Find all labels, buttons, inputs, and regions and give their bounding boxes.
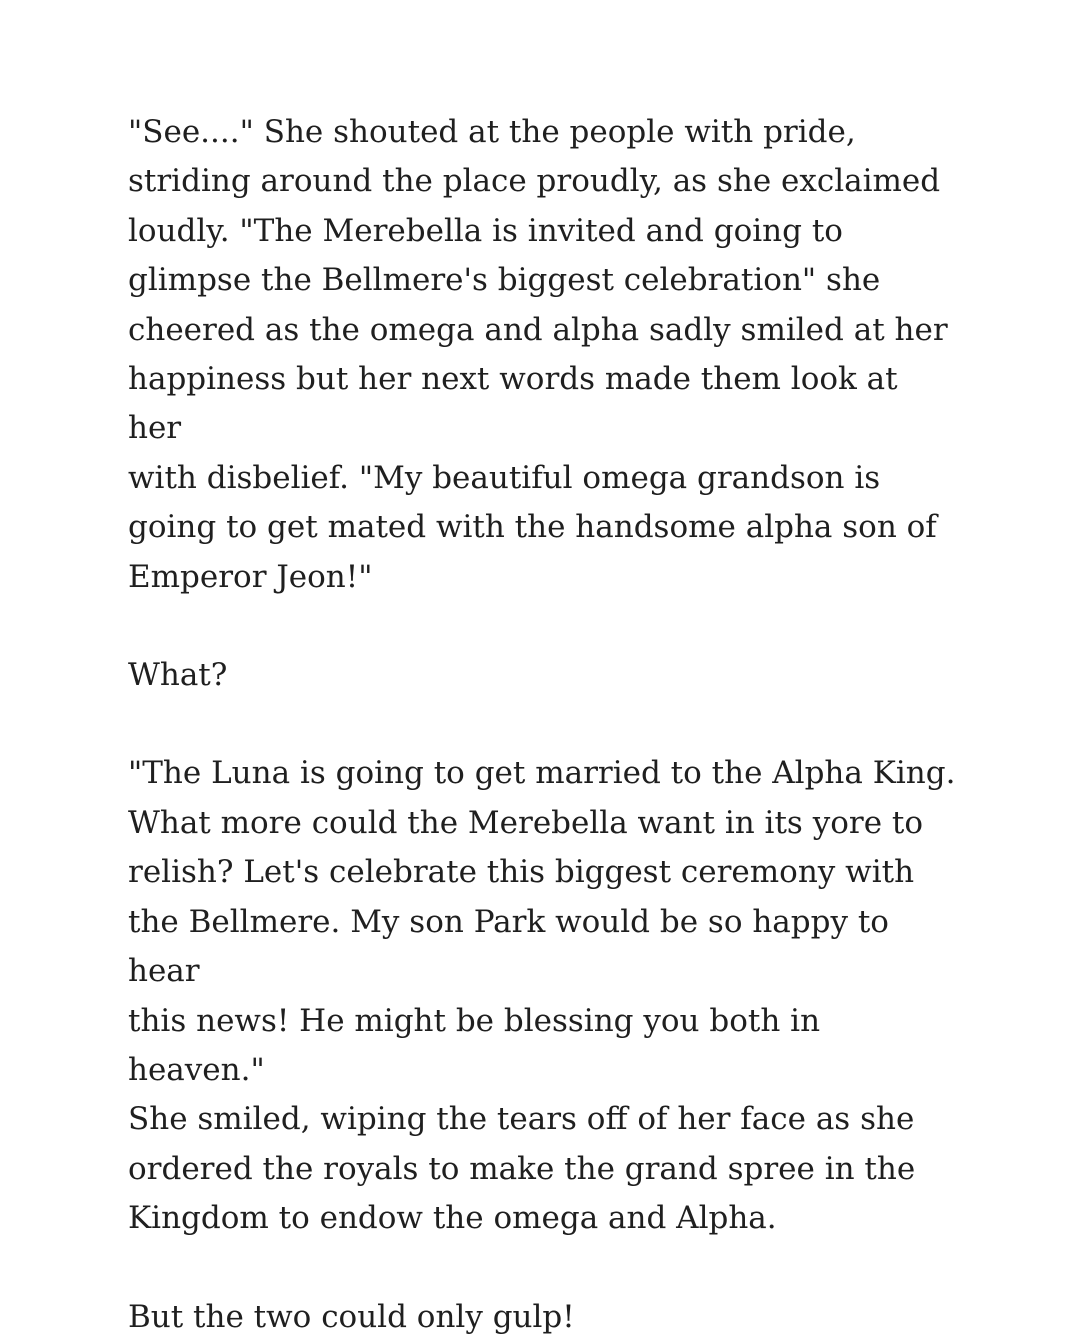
paragraph-gulp: But the two could only gulp!: [128, 1298, 575, 1335]
paragraph-proud-announcement: "See...." She shouted at the people with pride, striding around the place proudly, as she exclaimed loudly. "The Merebella is invited and going to glimpse the Bellmere's biggest celebration" she cheered as the omega and alpha sadly smiled at her happiness but her next words made them look at her with disbelief. "My beautiful omega grandson is going to get mated with the handsome alpha son of Emperor Jeon!": [128, 114, 948, 595]
paragraph-what: What?: [128, 657, 228, 694]
story-page: [128, 108, 958, 1342]
paragraph-celebration: "The Luna is going to get married to the Alpha King. What more could the Merebella want in its yore to relish? Let's celebrate this biggest ceremony with the Bellmere. My son Park would be so happy to hear this news! He might be blessing you both in heaven." She smiled, wiping the tears off of her face as she ordered the royals to make the grand spree in the Kingdom to endow the omega and Alpha.: [128, 755, 956, 1237]
